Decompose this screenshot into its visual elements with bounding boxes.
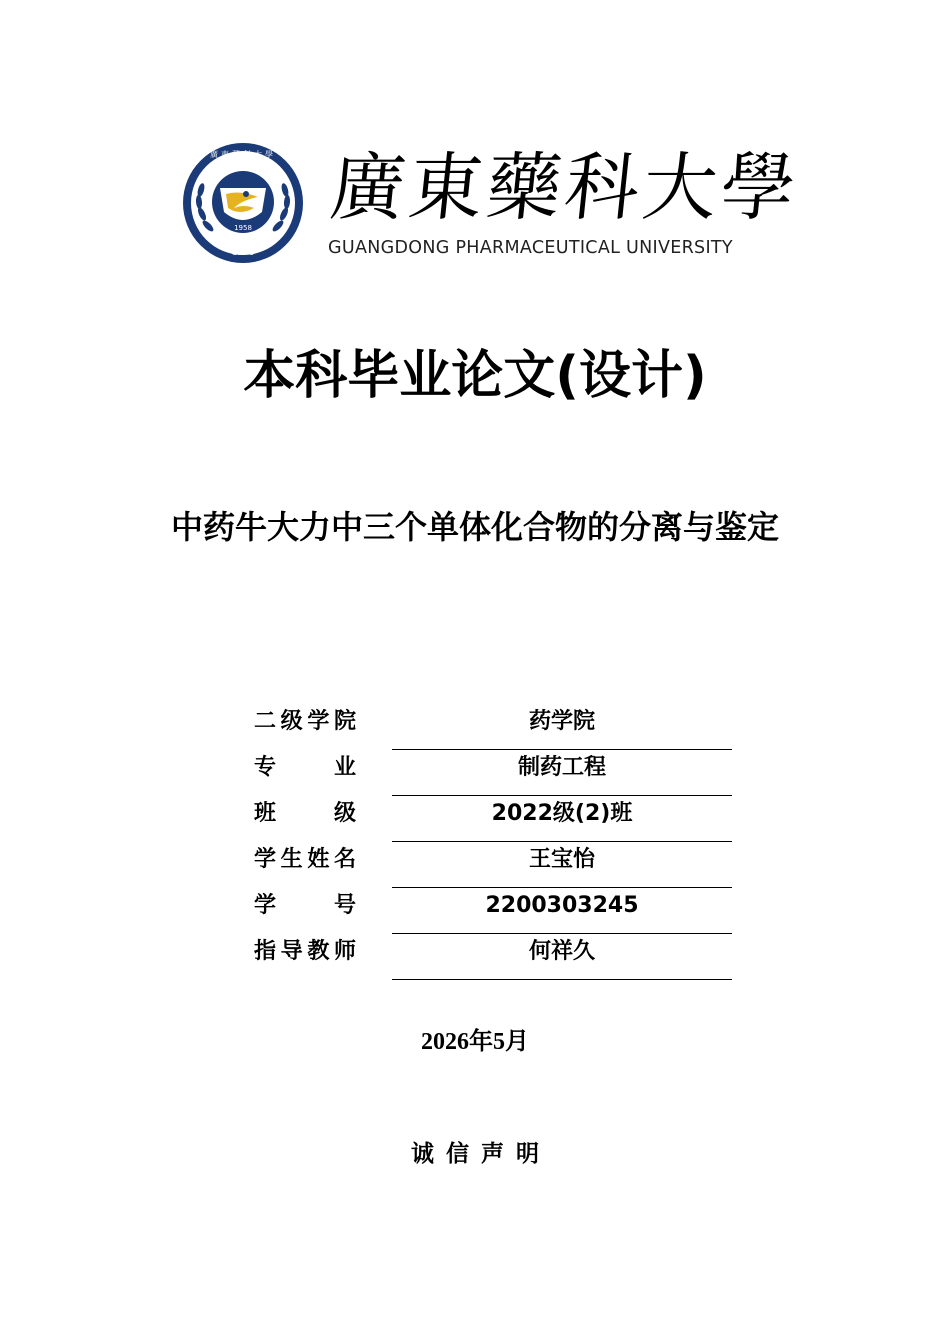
info-value: 制药工程: [517, 755, 606, 780]
info-value: 2022级(2)班: [491, 801, 633, 826]
submission-date: 2026年5月: [421, 1029, 529, 1055]
info-value: 王宝怡: [528, 847, 595, 872]
document-type-heading: 本科毕业论文(设计): [243, 346, 707, 406]
info-row-advisor: [254, 934, 732, 980]
info-label: 专业: [254, 755, 356, 780]
info-label: 学号: [254, 893, 356, 918]
info-row-class: [254, 796, 732, 842]
info-row-student-id: [254, 888, 732, 934]
info-label: 班级: [254, 801, 356, 826]
seal-abbrev: GDPU: [231, 248, 255, 257]
info-value: 药学院: [528, 709, 595, 734]
info-label: 二级学院: [254, 709, 356, 734]
info-label: 学生姓名: [254, 847, 356, 872]
university-name-en: GUANGDONG PHARMACEUTICAL UNIVERSITY: [328, 238, 733, 258]
university-seal-logo: [182, 142, 304, 264]
student-info-table: [254, 704, 732, 980]
info-row-college: [254, 704, 732, 750]
underline-rule: [392, 979, 732, 980]
integrity-statement-heading: 诚信声明: [411, 1141, 551, 1167]
info-value: 2200303245: [485, 893, 639, 918]
info-row-student-name: [254, 842, 732, 888]
seal-ring-text: 廣東藥科大學: [210, 150, 276, 159]
info-label: 指导教师: [254, 939, 356, 964]
thesis-title: 中药牛大力中三个单体化合物的分离与鉴定: [170, 508, 779, 546]
seal-year: 1958: [234, 224, 252, 232]
info-value: 何祥久: [528, 939, 595, 964]
info-row-major: [254, 750, 732, 796]
university-name-cn: 廣東藥科大學: [326, 145, 804, 231]
